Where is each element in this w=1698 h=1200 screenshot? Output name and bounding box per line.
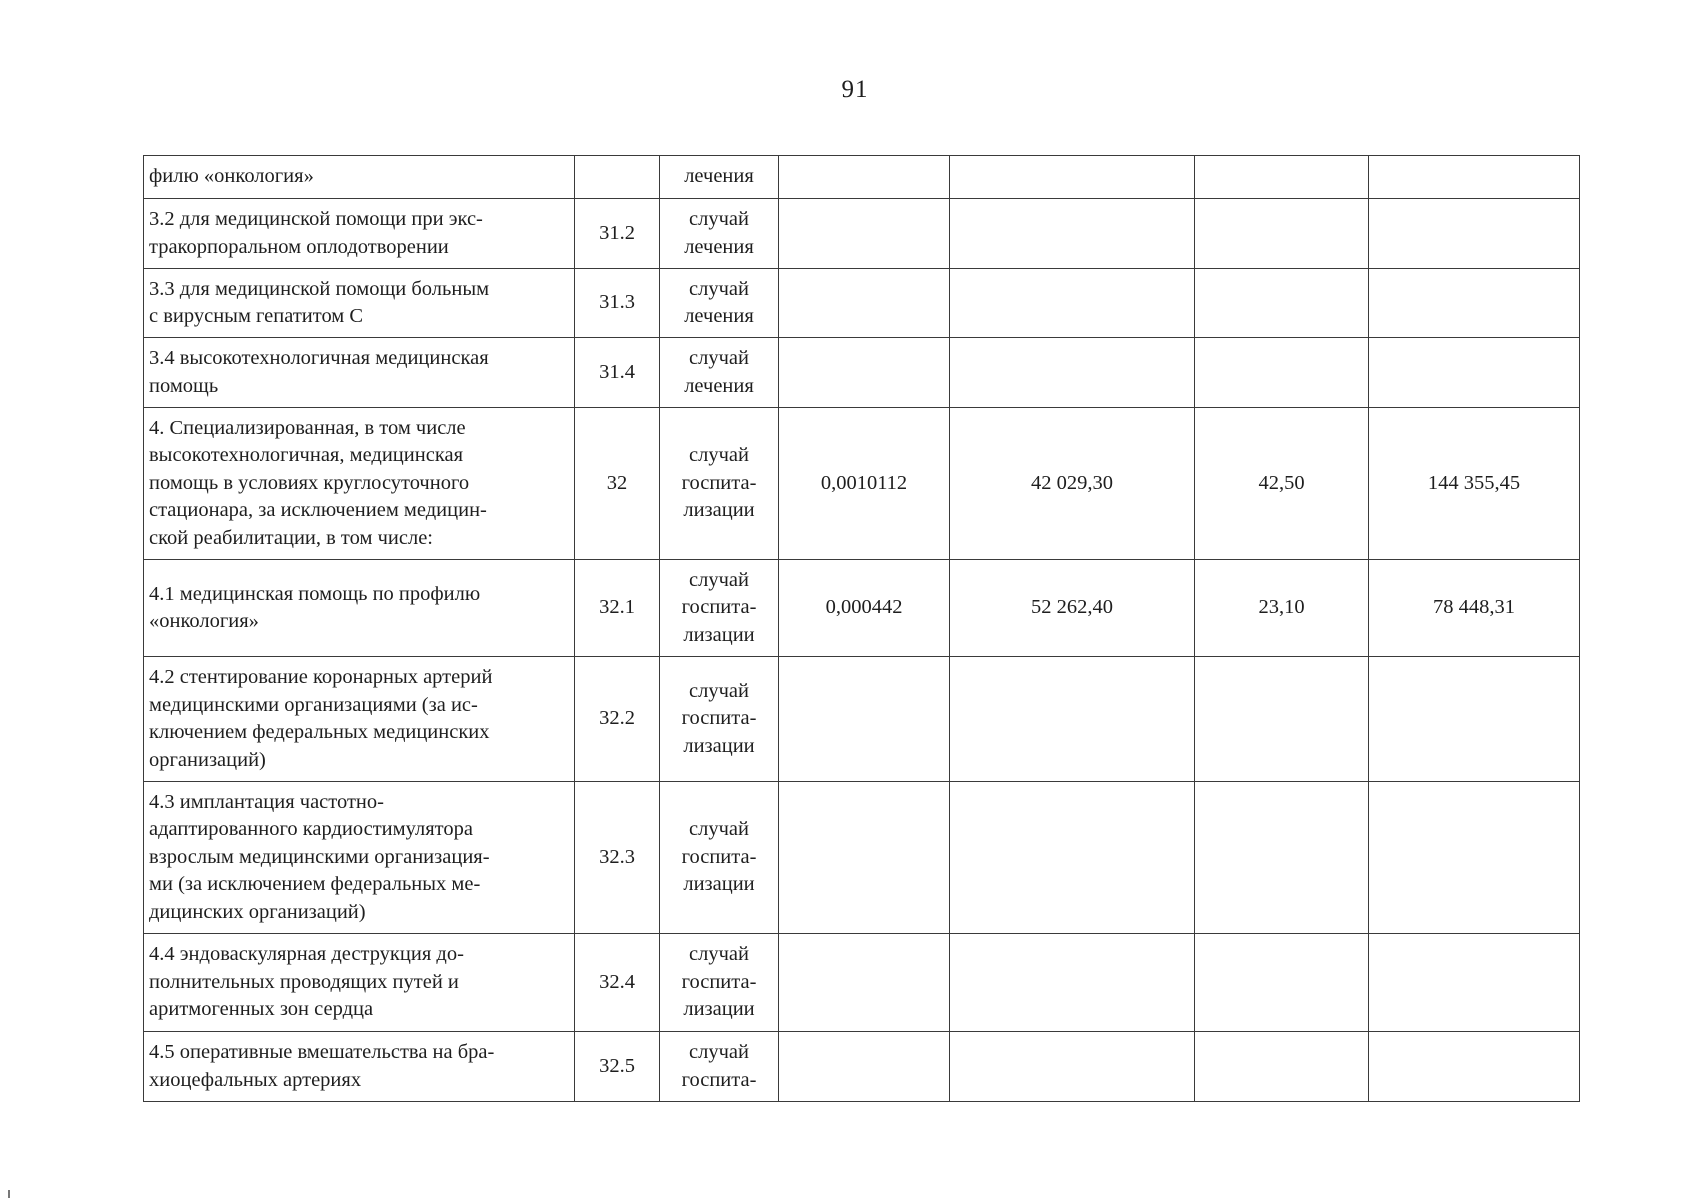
row-unit-line: лечения — [684, 165, 754, 188]
row-total-cell: 78 448,31 — [1369, 560, 1580, 657]
row-unit-line: случай — [689, 679, 749, 702]
row-unit-line: госпита- — [681, 596, 757, 619]
row-norm-cell — [779, 269, 950, 338]
row-name-line: тракорпоральном оплодотворении — [149, 235, 449, 258]
row-unit-line: случай — [689, 1041, 749, 1063]
row-name-line: 4.4 эндоваскулярная деструкция до- — [149, 943, 464, 966]
row-total-cell — [1369, 782, 1580, 934]
row-name-line: помощь — [149, 374, 219, 397]
table-row — [144, 408, 1580, 560]
row-code-cell: 32.4 — [575, 934, 660, 1032]
data-table — [143, 155, 1580, 1102]
row-total-cell — [1369, 156, 1580, 199]
row-per-capita-cell: 42,50 — [1195, 408, 1369, 560]
page-number: 91 — [841, 76, 869, 103]
table-row — [144, 269, 1580, 338]
row-name-cell — [144, 1032, 575, 1102]
row-name-line: с вирусным гепатитом С — [149, 305, 364, 327]
table-row — [144, 156, 1580, 199]
row-code-cell: 32.5 — [575, 1032, 660, 1102]
table-row — [144, 338, 1580, 408]
row-unit-cell — [660, 408, 779, 560]
row-name-line: организаций) — [149, 748, 266, 771]
row-unit-cell — [660, 1032, 779, 1102]
row-name-line: ми (за исключением федеральных ме- — [149, 873, 481, 896]
row-code-cell: 31.4 — [575, 338, 660, 408]
row-name-line: ключением федеральных медицинских — [149, 721, 490, 743]
row-name-line: 4.2 стентирование коронарных артерий — [149, 666, 493, 688]
row-cost-cell — [950, 782, 1195, 934]
table-row — [144, 199, 1580, 269]
row-per-capita-cell — [1195, 934, 1369, 1032]
row-code-cell: 31.2 — [575, 199, 660, 269]
row-per-capita-cell — [1195, 156, 1369, 199]
row-norm-cell — [779, 338, 950, 408]
row-unit-line: лечения — [684, 305, 754, 327]
row-per-capita-cell — [1195, 269, 1369, 338]
row-total-cell — [1369, 338, 1580, 408]
row-name-line: 3.4 высокотехнологичная медицинская — [149, 347, 489, 369]
row-name-line: 3.3 для медицинской помощи больным — [149, 277, 490, 300]
table-row — [144, 560, 1580, 657]
row-name-line: медицинскими организациями (за ис- — [149, 693, 478, 716]
row-name-cell — [144, 560, 575, 657]
row-unit-line: госпита- — [681, 707, 757, 730]
row-per-capita-cell — [1195, 782, 1369, 934]
row-unit-line: лизации — [683, 998, 755, 1021]
row-per-capita-cell — [1195, 199, 1369, 269]
row-name-line: высокотехнологичная, медицинская — [149, 444, 463, 467]
table-row — [144, 782, 1580, 934]
row-total-cell — [1369, 934, 1580, 1032]
row-unit-line: лизации — [683, 499, 755, 522]
row-code-cell: 32.1 — [575, 560, 660, 657]
row-name-cell — [144, 782, 575, 934]
row-name-line: «онкология» — [149, 610, 259, 632]
row-total-cell: 144 355,45 — [1369, 408, 1580, 560]
row-unit-line: лизации — [683, 623, 755, 646]
row-unit-line: случай — [689, 347, 749, 369]
row-norm-cell — [779, 782, 950, 934]
row-unit-line: случай — [689, 568, 749, 591]
row-name-cell — [144, 408, 575, 560]
row-name-line: полнительных проводящих путей и — [149, 970, 459, 993]
row-unit-line: лизации — [683, 873, 755, 896]
row-unit-line: случай — [689, 277, 749, 300]
row-name-line: 4.1 медицинская помощь по профилю — [149, 582, 481, 605]
row-cost-cell: 52 262,40 — [950, 560, 1195, 657]
row-unit-line: лечения — [684, 374, 754, 397]
row-per-capita-cell — [1195, 338, 1369, 408]
table-row — [144, 1032, 1580, 1102]
row-unit-cell — [660, 560, 779, 657]
row-cost-cell: 42 029,30 — [950, 408, 1195, 560]
row-unit-cell — [660, 782, 779, 934]
row-unit-cell — [660, 338, 779, 408]
row-norm-cell — [779, 934, 950, 1032]
row-unit-line: госпита- — [681, 1068, 757, 1091]
row-norm-cell — [779, 199, 950, 269]
row-name-line: 3.2 для медицинской помощи при экс- — [149, 208, 483, 230]
row-name-line: ской реабилитации, в том числе: — [149, 526, 433, 549]
row-code-cell: 32.2 — [575, 657, 660, 782]
row-name-line: помощь в условиях круглосуточного — [149, 471, 470, 494]
row-per-capita-cell — [1195, 657, 1369, 782]
row-name-cell — [144, 934, 575, 1032]
row-total-cell — [1369, 1032, 1580, 1102]
row-name-line: 4.3 имплантация частотно- — [149, 790, 384, 813]
row-unit-line: госпита- — [681, 845, 757, 868]
row-code-cell: 32.3 — [575, 782, 660, 934]
row-name-line: стационара, за исключением медицин- — [149, 499, 487, 522]
row-unit-line: случай — [689, 818, 749, 841]
row-norm-cell — [779, 1032, 950, 1102]
row-unit-line: лизации — [683, 734, 755, 757]
row-code-cell: 32 — [575, 408, 660, 560]
row-norm-cell — [779, 657, 950, 782]
row-norm-cell — [779, 156, 950, 199]
row-cost-cell — [950, 269, 1195, 338]
row-norm-cell: 0,000442 — [779, 560, 950, 657]
row-name-line: 4. Специализированная, в том числе — [149, 416, 466, 439]
row-cost-cell — [950, 657, 1195, 782]
row-name-cell — [144, 269, 575, 338]
row-norm-cell: 0,0010112 — [779, 408, 950, 560]
row-unit-line: случай — [689, 444, 749, 467]
row-name-cell — [144, 338, 575, 408]
table-row — [144, 657, 1580, 782]
row-cost-cell — [950, 934, 1195, 1032]
row-name-cell — [144, 199, 575, 269]
row-cost-cell — [950, 1032, 1195, 1102]
row-per-capita-cell — [1195, 1032, 1369, 1102]
row-name-line: 4.5 оперативные вмешательства на бра- — [149, 1041, 495, 1063]
row-code-cell: 31.3 — [575, 269, 660, 338]
row-cost-cell — [950, 156, 1195, 199]
row-unit-line: госпита- — [681, 970, 757, 993]
scan-edge-mark — [8, 1190, 10, 1198]
row-name-cell — [144, 657, 575, 782]
row-unit-line: лечения — [684, 235, 754, 258]
row-name-line: аритмогенных зон сердца — [149, 998, 374, 1021]
row-unit-cell — [660, 199, 779, 269]
row-per-capita-cell: 23,10 — [1195, 560, 1369, 657]
row-total-cell — [1369, 657, 1580, 782]
row-name-line: хиоцефальных артериях — [149, 1068, 362, 1091]
row-name-cell — [144, 156, 575, 199]
row-cost-cell — [950, 338, 1195, 408]
row-code-cell — [575, 156, 660, 199]
row-unit-cell — [660, 156, 779, 199]
table-row — [144, 934, 1580, 1032]
row-name-line: дицинских организаций) — [149, 900, 366, 923]
row-cost-cell — [950, 199, 1195, 269]
row-unit-line: госпита- — [681, 471, 757, 494]
row-unit-line: случай — [689, 208, 749, 230]
row-unit-cell — [660, 269, 779, 338]
row-unit-line: случай — [689, 943, 749, 966]
row-unit-cell — [660, 934, 779, 1032]
row-total-cell — [1369, 269, 1580, 338]
row-total-cell — [1369, 199, 1580, 269]
row-unit-cell — [660, 657, 779, 782]
row-name-line: адаптированного кардиостимулятора — [149, 818, 473, 841]
row-name-line: филю «онкология» — [149, 165, 314, 188]
row-name-line: взрослым медицинскими организация- — [149, 845, 490, 868]
